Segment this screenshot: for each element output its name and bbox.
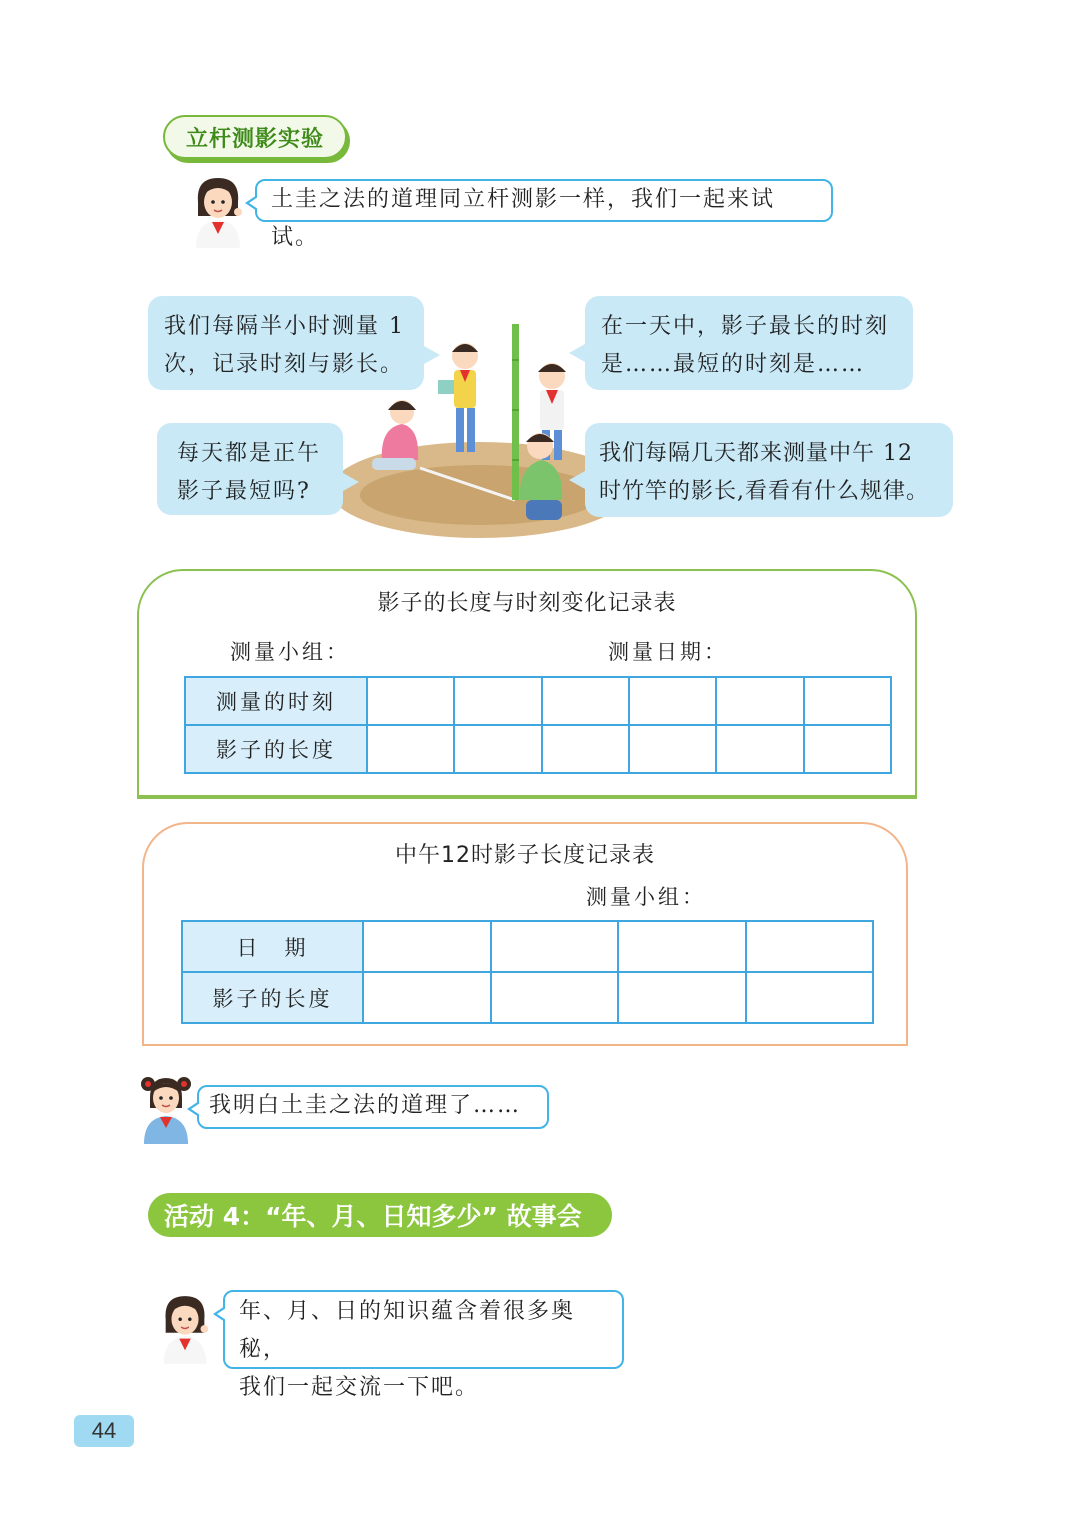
activity-title-pill (148, 1193, 612, 1237)
table-cell[interactable] (454, 677, 541, 725)
table-cell[interactable] (491, 972, 619, 1023)
girl-avatar (188, 172, 248, 248)
table-cell[interactable] (746, 921, 874, 972)
table1-date-label: 测量日期： (608, 640, 728, 664)
table-cell[interactable] (367, 725, 454, 773)
speech-bubble-bottom-right (585, 423, 953, 517)
table-cell[interactable] (746, 972, 874, 1023)
table-cell[interactable] (618, 972, 746, 1023)
table2-group-label: 测量小组： (586, 885, 706, 909)
row-header: 日 期 (182, 921, 363, 972)
intro-text: 土圭之法的道理同立杆测影一样，我们一起来试试。 (271, 187, 776, 250)
time-shadow-table (184, 676, 892, 774)
bubble-line: 我们每隔几天都来测量中午 12 (599, 441, 913, 466)
bubble-line: 在一天中，影子最长的时刻 (601, 314, 890, 339)
table-cell[interactable] (363, 972, 491, 1023)
table-cell[interactable] (716, 725, 803, 773)
table-cell[interactable] (618, 921, 746, 972)
activity-title: 活动 4：“年、月、日知多少” 故事会 (164, 1202, 582, 1231)
table1-title: 影子的长度与时刻变化记录表 (377, 591, 677, 616)
table-cell[interactable] (491, 921, 619, 972)
noon-shadow-table (181, 920, 874, 1024)
bubble-line: 影子最短吗? (177, 479, 311, 504)
table-cell[interactable] (367, 677, 454, 725)
speech-bubble-bottom-left (157, 423, 343, 515)
bubble-line: 我们一起交流一下吧。 (239, 1375, 480, 1400)
speech-bubble-top-left (148, 296, 424, 390)
row-header: 测量的时刻 (185, 677, 367, 725)
girl-with-pigtails-avatar (138, 1070, 194, 1144)
speech-bubble-top-right (585, 296, 913, 390)
bubble-line: 次，记录时刻与影长。 (164, 352, 405, 377)
page-number: 44 (74, 1415, 134, 1447)
intro-speech-bubble (255, 179, 833, 250)
section-title: 立杆测影实验 (185, 126, 324, 152)
table-cell[interactable] (629, 677, 716, 725)
bubble-line: 每天都是正午 (177, 441, 322, 466)
bubble-line: 我们每隔半小时测量 1 (164, 314, 405, 339)
bubble-line: 时竹竿的影长,看看有什么规律。 (599, 479, 929, 504)
bubble-line: 是……最短的时刻是…… (601, 352, 866, 377)
row-header: 影子的长度 (185, 725, 367, 773)
table-cell[interactable] (542, 725, 629, 773)
table-cell[interactable] (454, 725, 541, 773)
section-title-pill (163, 115, 347, 159)
girl-avatar (156, 1290, 214, 1364)
table2-title: 中午12时影子长度记录表 (395, 843, 655, 868)
table-cell[interactable] (804, 725, 891, 773)
table-cell[interactable] (804, 677, 891, 725)
row-header: 影子的长度 (182, 972, 363, 1023)
table-cell[interactable] (629, 725, 716, 773)
table1-group-label: 测量小组： (230, 640, 350, 664)
table-cell[interactable] (542, 677, 629, 725)
table-cell[interactable] (363, 921, 491, 972)
conclusion-text: 我明白土圭之法的道理了…… (209, 1093, 522, 1118)
table-cell[interactable] (716, 677, 803, 725)
bubble-line: 年、月、日的知识蕴含着很多奥秘， (239, 1299, 576, 1362)
closing-speech-bubble (223, 1290, 624, 1400)
conclusion-speech-bubble (197, 1085, 549, 1129)
